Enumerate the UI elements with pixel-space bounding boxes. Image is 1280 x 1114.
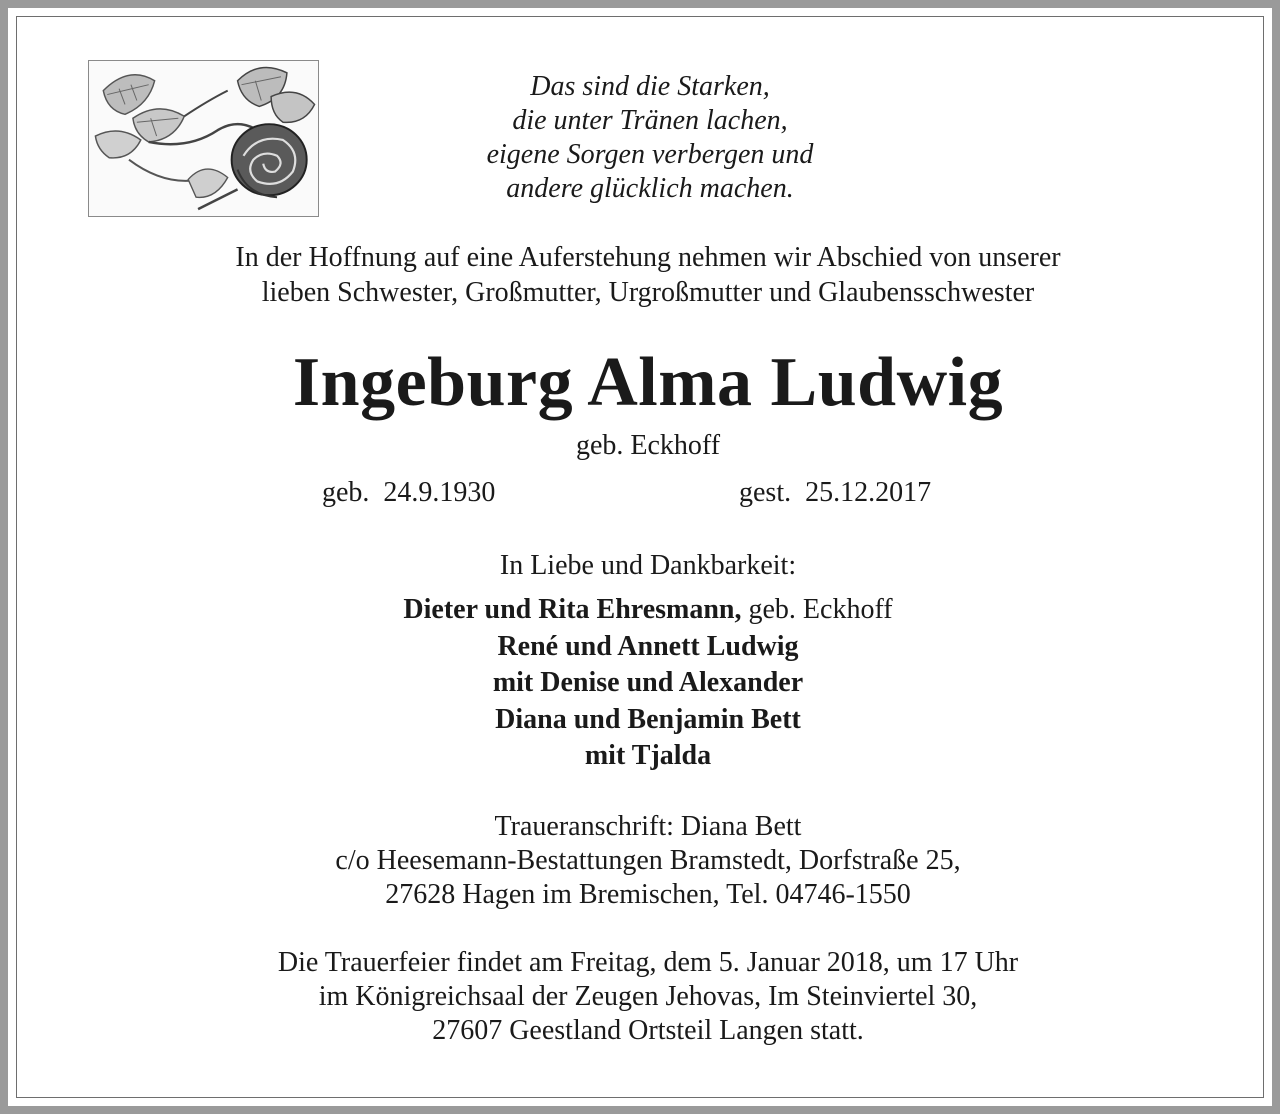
mourner-row: René und Annett Ludwig — [497, 630, 799, 662]
mourner-note: geb. Eckhoff — [741, 594, 893, 625]
intro-text — [8, 240, 1280, 310]
mourners-list — [8, 592, 1280, 775]
mourner-row — [8, 592, 1280, 629]
thanks-line: In Liebe und Dankbarkeit: — [499, 550, 797, 581]
intro-line: lieben Schwester, Großmutter, Urgroßmutter und Glaubensschwester — [261, 277, 1035, 308]
poem-line: andere glücklich machen. — [506, 173, 794, 204]
funeral-service-info — [8, 946, 1280, 1048]
birth-date: geb. 24.9.1930 — [322, 477, 496, 508]
poem-line: Das sind die Starken, — [530, 71, 770, 102]
address-line: c/o Heesemann-Bestattungen Bramstedt, Dorfstraße 25, — [335, 845, 961, 876]
mourner-row: Diana und Benjamin Bett — [495, 703, 801, 735]
poem-line: die unter Tränen lachen, — [512, 105, 788, 136]
mourner-row: mit Tjalda — [584, 740, 712, 771]
rose-with-leaves-icon — [88, 60, 319, 217]
service-line: Die Trauerfeier findet am Freitag, dem 5. Januar 2018, um 17 Uhr — [277, 947, 1019, 978]
service-line: 27607 Geestland Ortsteil Langen statt. — [432, 1015, 864, 1046]
death-date: gest. 25.12.2017 — [739, 477, 932, 508]
poem-quote — [400, 70, 900, 206]
mourning-address — [8, 810, 1280, 912]
poem-line: eigene Sorgen verbergen und — [486, 139, 814, 170]
deceased-name: Ingeburg Alma Ludwig — [292, 344, 1004, 421]
mourner-name: Dieter und Rita Ehresmann, — [403, 594, 742, 625]
intro-line: In der Hoffnung auf eine Auferstehung nehmen wir Abschied von unserer — [235, 242, 1061, 273]
service-line: im Königreichsaal der Zeugen Jehovas, Im Steinviertel 30, — [318, 981, 978, 1012]
maiden-name: geb. Eckhoff — [575, 430, 721, 461]
address-line: 27628 Hagen im Bremischen, Tel. 04746-1550 — [385, 879, 911, 910]
mourner-row: mit Denise und Alexander — [492, 667, 804, 698]
address-line: Traueranschrift: Diana Bett — [494, 811, 802, 842]
